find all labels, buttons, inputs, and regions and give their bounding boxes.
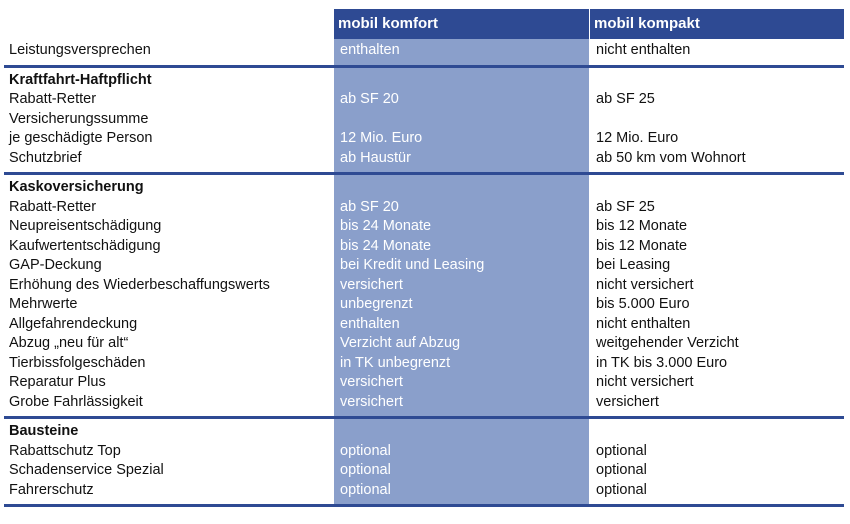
table-row bbox=[4, 256, 844, 276]
kompakt-value: weitgehender Verzicht bbox=[596, 335, 739, 351]
table-row bbox=[4, 481, 844, 501]
kompakt-value: 12 Mio. Euro bbox=[596, 130, 679, 146]
section-divider bbox=[4, 65, 844, 68]
row-label: Tierbissfolgeschäden bbox=[9, 354, 146, 371]
table-row bbox=[4, 237, 844, 257]
table-row bbox=[4, 198, 844, 218]
section-divider bbox=[4, 172, 844, 175]
section-title-row bbox=[4, 71, 844, 91]
kompakt-value: ab 50 km vom Wohnort bbox=[596, 149, 746, 166]
table-row bbox=[4, 354, 844, 374]
row-label: Leistungsversprechen bbox=[9, 42, 151, 58]
kompakt-value: ab SF 25 bbox=[596, 198, 655, 215]
comparison-table bbox=[4, 9, 844, 507]
row-label: Schadenservice Spezial bbox=[9, 462, 164, 478]
table-row bbox=[4, 373, 844, 393]
komfort-value: optional bbox=[340, 442, 391, 459]
table-row bbox=[4, 461, 844, 481]
kompakt-value: optional bbox=[596, 442, 647, 459]
row-label: Rabatt-Retter bbox=[9, 91, 97, 107]
table-row bbox=[4, 129, 844, 149]
kompakt-value: in TK bis 3.000 Euro bbox=[596, 354, 728, 371]
kompakt-value: nicht versichert bbox=[596, 374, 694, 390]
komfort-value: ab Haustür bbox=[340, 149, 411, 166]
table-row bbox=[4, 442, 844, 462]
row-label: Mehrwerte bbox=[9, 296, 78, 312]
row-label: Rabattschutz Top bbox=[9, 442, 121, 459]
table-row bbox=[4, 110, 844, 130]
komfort-value: bei Kredit und Leasing bbox=[340, 257, 485, 273]
komfort-value: Verzicht auf Abzug bbox=[340, 335, 461, 351]
row-label: Schutzbrief bbox=[9, 149, 82, 166]
komfort-value: versichert bbox=[340, 374, 403, 390]
komfort-value: ab SF 20 bbox=[340, 91, 399, 107]
komfort-value: optional bbox=[340, 462, 391, 478]
komfort-value: enthalten bbox=[340, 42, 400, 58]
kompakt-value: optional bbox=[596, 462, 647, 478]
kompakt-value: nicht enthalten bbox=[596, 42, 691, 58]
komfort-value: versichert bbox=[340, 276, 403, 293]
row-label: Grobe Fahrlässigkeit bbox=[9, 393, 143, 410]
table-row bbox=[4, 393, 844, 413]
row-label: Versicherungssumme bbox=[9, 110, 149, 127]
row-label: GAP-Deckung bbox=[9, 257, 102, 273]
kompakt-value: optional bbox=[596, 481, 647, 498]
kompakt-value: bis 5.000 Euro bbox=[596, 296, 690, 312]
kompakt-value: nicht enthalten bbox=[596, 315, 691, 332]
table-row bbox=[4, 90, 844, 110]
section-title: Bausteine bbox=[9, 423, 79, 439]
table-row bbox=[4, 315, 844, 335]
komfort-value: unbegrenzt bbox=[340, 296, 413, 312]
kompakt-value: ab SF 25 bbox=[596, 91, 655, 107]
section-title: Kaskoversicherung bbox=[9, 179, 144, 195]
table-row bbox=[4, 41, 844, 61]
komfort-value: enthalten bbox=[340, 315, 400, 332]
section-title: Kraftfahrt-Haftpflicht bbox=[9, 71, 152, 88]
table-header bbox=[4, 9, 844, 39]
komfort-value: 12 Mio. Euro bbox=[340, 130, 423, 146]
table-row bbox=[4, 276, 844, 296]
row-label: je geschädigte Person bbox=[9, 130, 153, 146]
komfort-value: in TK unbegrenzt bbox=[340, 354, 451, 371]
row-label: Allgefahrendeckung bbox=[9, 315, 138, 332]
kompakt-value: bis 12 Monate bbox=[596, 237, 688, 254]
header-mobil-kompakt: mobil kompakt bbox=[590, 9, 844, 39]
row-label: Kaufwertentschädigung bbox=[9, 237, 161, 254]
komfort-value: optional bbox=[340, 481, 391, 498]
table-bottom-border bbox=[4, 504, 844, 507]
komfort-value: bis 24 Monate bbox=[340, 237, 432, 254]
header-mobil-komfort: mobil komfort bbox=[334, 9, 589, 39]
header-empty-cell bbox=[4, 9, 333, 39]
kompakt-value: versichert bbox=[596, 393, 659, 410]
row-label: Reparatur Plus bbox=[9, 374, 106, 390]
row-label: Fahrerschutz bbox=[9, 481, 94, 498]
table-row bbox=[4, 295, 844, 315]
komfort-value: ab SF 20 bbox=[340, 198, 399, 215]
row-label: Neupreisentschädigung bbox=[9, 218, 162, 234]
section-divider bbox=[4, 416, 844, 419]
row-label: Erhöhung des Wiederbeschaffungswerts bbox=[9, 276, 270, 293]
section-title-row bbox=[4, 178, 844, 198]
kompakt-value: bei Leasing bbox=[596, 257, 671, 273]
kompakt-value: nicht versichert bbox=[596, 276, 694, 293]
table-row bbox=[4, 217, 844, 237]
table-row bbox=[4, 334, 844, 354]
kompakt-value: bis 12 Monate bbox=[596, 218, 688, 234]
row-label: Rabatt-Retter bbox=[9, 198, 97, 215]
komfort-value: versichert bbox=[340, 393, 403, 410]
table-row bbox=[4, 149, 844, 169]
komfort-value: bis 24 Monate bbox=[340, 218, 432, 234]
row-label: Abzug „neu für alt“ bbox=[9, 335, 129, 351]
section-title-row bbox=[4, 422, 844, 442]
